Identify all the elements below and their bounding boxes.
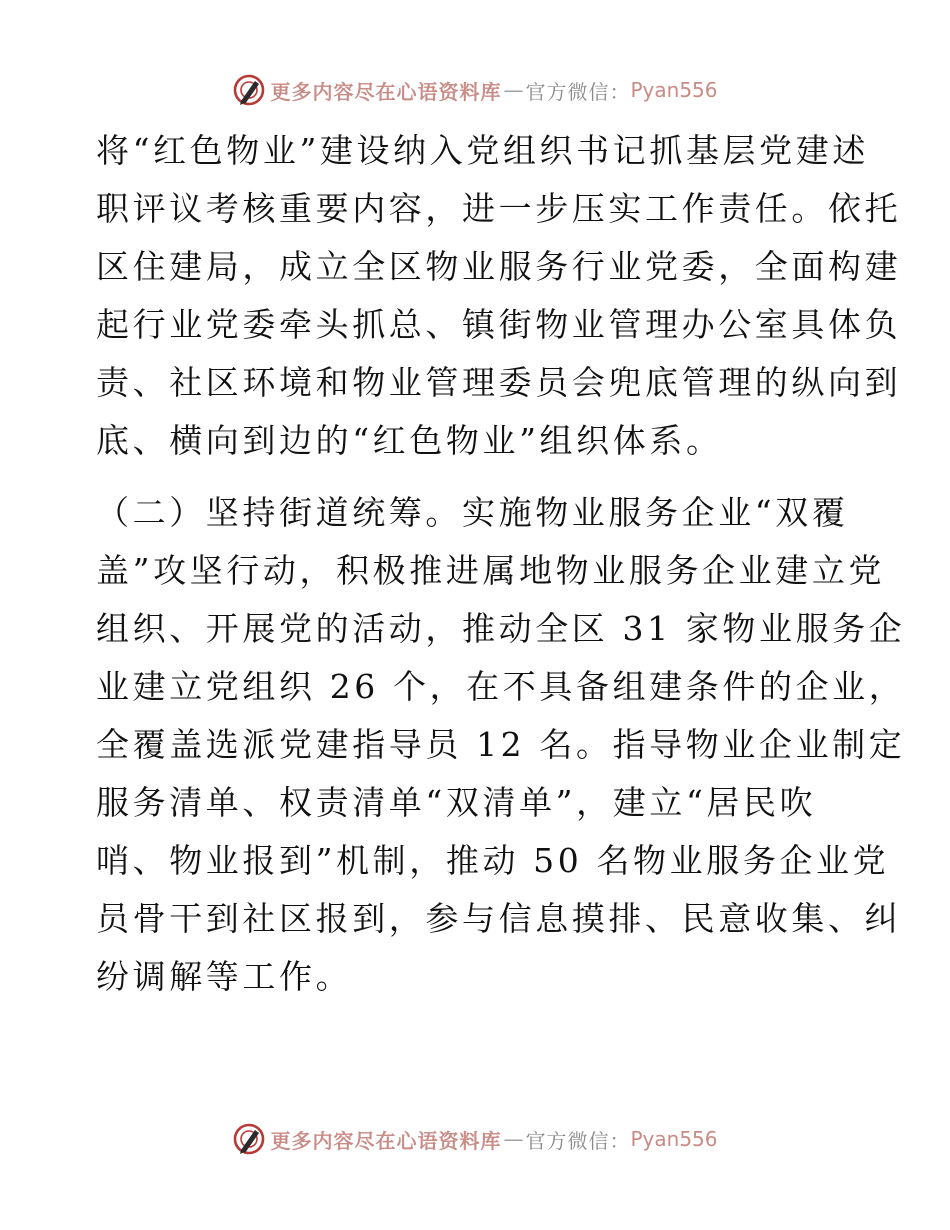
- text-line: 起行业党委牵头抓总、镇街物业管理办公室具体负: [96, 305, 902, 344]
- text-line: 纷调解等工作。: [96, 957, 353, 996]
- text-line: 全覆盖选派党建指导员 12 名。指导物业企业制定: [96, 725, 906, 764]
- pen-logo-icon: [232, 73, 266, 107]
- text-line: 业建立党组织 26 个，在不具备组建条件的企业，: [96, 667, 906, 706]
- text-line: 员骨干到社区报到，参与信息摸排、民意收集、纠: [96, 899, 902, 938]
- text-line: 哨、物业报到”机制，推动 50 名物业服务企业党: [96, 841, 890, 880]
- text-line: 区住建局，成立全区物业服务行业党委，全面构建: [96, 247, 902, 286]
- watermark-dash: —: [503, 1127, 524, 1151]
- document-body: [96, 122, 906, 1006]
- watermark-wechat-id: Pyan556: [630, 1127, 718, 1151]
- watermark-main-text: 更多内容尽在心语资料库: [270, 1128, 502, 1153]
- watermark-dash: —: [503, 78, 524, 102]
- watermark-label: 官方微信：: [525, 1128, 631, 1153]
- text-line: 底、横向到边的“红色物业”组织体系。: [96, 421, 723, 460]
- text-line: 责、社区环境和物业管理委员会兜底管理的纵向到: [96, 363, 902, 402]
- paragraph-gap: [96, 470, 866, 484]
- header-watermark: [0, 70, 950, 110]
- footer-watermark: [0, 1119, 950, 1159]
- text-line: （二）坚持街道统筹。实施物业服务企业“双覆: [96, 493, 849, 532]
- text-line: 服务清单、权责清单“双清单”，建立“居民吹: [96, 783, 817, 822]
- watermark-wechat-id: Pyan556: [630, 78, 718, 102]
- text-line: 组织、开展党的活动，推动全区 31 家物业服务企: [96, 609, 906, 648]
- text-line: 将“红色物业”建设纳入党组织书记抓基层党建述: [96, 131, 869, 170]
- paragraph-2: [96, 484, 906, 1006]
- paragraph-1: [96, 122, 902, 470]
- text-line: 盖”攻坚行动，积极推进属地物业服务企业建立党: [96, 551, 886, 590]
- watermark-label: 官方微信：: [525, 79, 631, 104]
- pen-logo-icon: [232, 1122, 266, 1156]
- watermark-main-text: 更多内容尽在心语资料库: [270, 79, 502, 104]
- text-line: 职评议考核重要内容，进一步压实工作责任。依托: [96, 189, 902, 228]
